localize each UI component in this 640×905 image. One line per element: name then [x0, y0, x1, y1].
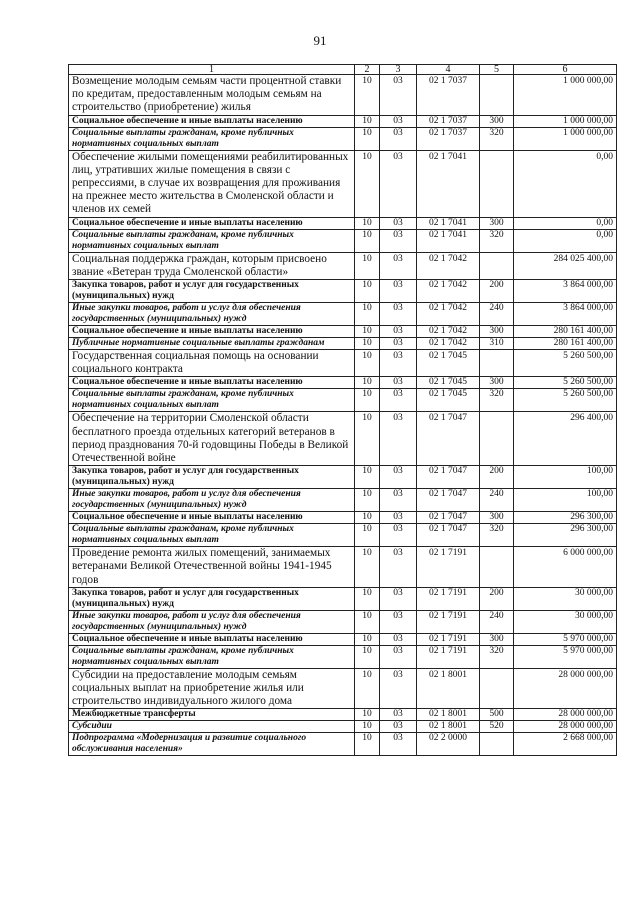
row-section-cell: 10	[355, 115, 380, 127]
row-amount-cell: 5 970 000,00	[514, 645, 617, 668]
row-expense-type-cell: 320	[480, 127, 514, 150]
row-target-code-cell: 02 1 8001	[417, 668, 480, 709]
row-target-code-cell: 02 1 7047	[417, 524, 480, 547]
table-row	[69, 229, 617, 252]
row-name-cell: Иные закупки товаров, работ и услуг для обеспечения государственных (муниципальных) нужд	[69, 489, 355, 512]
row-section-cell: 10	[355, 252, 380, 279]
row-expense-type-cell: 320	[480, 389, 514, 412]
row-name-cell: Обеспечение на территории Смоленской области бесплатного проезда отдельных категорий ветеранов в период празднования 70-й годовщины Победы в Великой Отечественной войне	[69, 412, 355, 466]
row-section-cell: 10	[355, 721, 380, 733]
row-expense-type-cell: 240	[480, 303, 514, 326]
row-target-code-cell: 02 1 8001	[417, 721, 480, 733]
row-target-code-cell: 02 1 7191	[417, 645, 480, 668]
table-row	[69, 733, 617, 756]
header-col-4: 4	[417, 65, 480, 75]
row-subsection-cell: 03	[380, 75, 417, 116]
table-row	[69, 721, 617, 733]
row-section-cell: 10	[355, 709, 380, 721]
row-amount-cell: 5 260 500,00	[514, 389, 617, 412]
row-expense-type-cell: 320	[480, 229, 514, 252]
row-section-cell: 10	[355, 512, 380, 524]
row-section-cell: 10	[355, 466, 380, 489]
row-section-cell: 10	[355, 587, 380, 610]
row-target-code-cell: 02 1 7047	[417, 489, 480, 512]
row-subsection-cell: 03	[380, 252, 417, 279]
table-row	[69, 489, 617, 512]
table-row	[69, 303, 617, 326]
page-number: 91	[313, 33, 327, 48]
row-subsection-cell: 03	[380, 127, 417, 150]
row-amount-cell: 0,00	[514, 150, 617, 217]
table-row	[69, 127, 617, 150]
row-target-code-cell: 02 1 8001	[417, 709, 480, 721]
table-row	[69, 633, 617, 645]
row-subsection-cell: 03	[380, 217, 417, 229]
row-expense-type-cell: 320	[480, 524, 514, 547]
row-amount-cell: 1 000 000,00	[514, 115, 617, 127]
table-row	[69, 668, 617, 709]
row-subsection-cell: 03	[380, 150, 417, 217]
table-row	[69, 645, 617, 668]
row-subsection-cell: 03	[380, 610, 417, 633]
row-expense-type-cell	[480, 350, 514, 377]
row-amount-cell: 3 864 000,00	[514, 303, 617, 326]
row-subsection-cell: 03	[380, 524, 417, 547]
row-name-cell: Подпрограмма «Модернизация и развитие социального обслуживания населения»	[69, 733, 355, 756]
row-target-code-cell: 02 1 7042	[417, 326, 480, 338]
row-subsection-cell: 03	[380, 280, 417, 303]
row-amount-cell: 6 000 000,00	[514, 547, 617, 588]
table-row	[69, 280, 617, 303]
row-amount-cell: 100,00	[514, 489, 617, 512]
row-name-cell: Социальные выплаты гражданам, кроме публичных нормативных социальных выплат	[69, 229, 355, 252]
row-subsection-cell: 03	[380, 645, 417, 668]
row-target-code-cell: 02 1 7041	[417, 150, 480, 217]
row-target-code-cell: 02 1 7037	[417, 115, 480, 127]
row-section-cell: 10	[355, 229, 380, 252]
row-subsection-cell: 03	[380, 115, 417, 127]
table-row	[69, 377, 617, 389]
row-expense-type-cell: 240	[480, 489, 514, 512]
header-col-6: 6	[514, 65, 617, 75]
row-section-cell: 10	[355, 75, 380, 116]
row-section-cell: 10	[355, 326, 380, 338]
row-amount-cell: 30 000,00	[514, 610, 617, 633]
row-subsection-cell: 03	[380, 377, 417, 389]
row-target-code-cell: 02 1 7191	[417, 587, 480, 610]
row-expense-type-cell: 320	[480, 645, 514, 668]
row-target-code-cell: 02 1 7037	[417, 127, 480, 150]
row-target-code-cell: 02 1 7037	[417, 75, 480, 116]
row-target-code-cell: 02 1 7042	[417, 280, 480, 303]
row-subsection-cell: 03	[380, 709, 417, 721]
row-target-code-cell: 02 1 7047	[417, 466, 480, 489]
table-row	[69, 252, 617, 279]
row-amount-cell: 3 864 000,00	[514, 280, 617, 303]
row-expense-type-cell: 300	[480, 512, 514, 524]
row-expense-type-cell	[480, 75, 514, 116]
row-amount-cell: 5 970 000,00	[514, 633, 617, 645]
table-row	[69, 115, 617, 127]
table-row	[69, 75, 617, 116]
row-subsection-cell: 03	[380, 547, 417, 588]
row-subsection-cell: 03	[380, 466, 417, 489]
row-subsection-cell: 03	[380, 633, 417, 645]
row-name-cell: Социальное обеспечение и иные выплаты населению	[69, 217, 355, 229]
table-row	[69, 466, 617, 489]
row-name-cell: Субсидии на предоставление молодым семьям социальных выплат на приобретение жилья или строительство индивидуального жилого дома	[69, 668, 355, 709]
row-target-code-cell: 02 1 7045	[417, 389, 480, 412]
row-section-cell: 10	[355, 668, 380, 709]
row-name-cell: Социальные выплаты гражданам, кроме публичных нормативных социальных выплат	[69, 127, 355, 150]
row-subsection-cell: 03	[380, 350, 417, 377]
row-section-cell: 10	[355, 389, 380, 412]
row-section-cell: 10	[355, 547, 380, 588]
row-amount-cell: 28 000 000,00	[514, 721, 617, 733]
row-expense-type-cell	[480, 412, 514, 466]
row-section-cell: 10	[355, 610, 380, 633]
row-amount-cell: 0,00	[514, 217, 617, 229]
row-name-cell: Социальные выплаты гражданам, кроме публичных нормативных социальных выплат	[69, 524, 355, 547]
table-body	[69, 75, 617, 756]
row-expense-type-cell	[480, 733, 514, 756]
row-amount-cell: 30 000,00	[514, 587, 617, 610]
row-subsection-cell: 03	[380, 733, 417, 756]
row-amount-cell: 0,00	[514, 229, 617, 252]
row-target-code-cell: 02 1 7191	[417, 633, 480, 645]
row-amount-cell: 296 300,00	[514, 512, 617, 524]
row-target-code-cell: 02 1 7041	[417, 229, 480, 252]
row-amount-cell: 296 300,00	[514, 524, 617, 547]
row-name-cell: Возмещение молодым семьям части процентной ставки по кредитам, предоставленным молодым семьям на строительство (приобретение) жилья	[69, 75, 355, 116]
row-target-code-cell: 02 1 7042	[417, 252, 480, 279]
row-section-cell: 10	[355, 412, 380, 466]
row-name-cell: Закупка товаров, работ и услуг для государственных (муниципальных) нужд	[69, 466, 355, 489]
row-name-cell: Межбюджетные трансферты	[69, 709, 355, 721]
row-subsection-cell: 03	[380, 412, 417, 466]
table-row	[69, 512, 617, 524]
row-name-cell: Субсидии	[69, 721, 355, 733]
table-row	[69, 217, 617, 229]
table-row	[69, 338, 617, 350]
row-amount-cell: 296 400,00	[514, 412, 617, 466]
row-subsection-cell: 03	[380, 489, 417, 512]
row-amount-cell: 2 668 000,00	[514, 733, 617, 756]
row-subsection-cell: 03	[380, 338, 417, 350]
row-name-cell: Социальные выплаты гражданам, кроме публичных нормативных социальных выплат	[69, 645, 355, 668]
row-expense-type-cell: 200	[480, 280, 514, 303]
row-target-code-cell: 02 1 7191	[417, 610, 480, 633]
row-name-cell: Социальная поддержка граждан, которым присвоено звание «Ветеран труда Смоленской области»	[69, 252, 355, 279]
row-name-cell: Публичные нормативные социальные выплаты гражданам	[69, 338, 355, 350]
row-subsection-cell: 03	[380, 668, 417, 709]
table-row	[69, 547, 617, 588]
row-section-cell: 10	[355, 303, 380, 326]
row-target-code-cell: 02 1 7041	[417, 217, 480, 229]
row-amount-cell: 5 260 500,00	[514, 377, 617, 389]
table-header	[69, 65, 617, 75]
row-expense-type-cell: 310	[480, 338, 514, 350]
row-name-cell: Социальное обеспечение и иные выплаты населению	[69, 326, 355, 338]
row-name-cell: Закупка товаров, работ и услуг для государственных (муниципальных) нужд	[69, 280, 355, 303]
table-row	[69, 524, 617, 547]
row-expense-type-cell: 300	[480, 326, 514, 338]
row-section-cell: 10	[355, 377, 380, 389]
row-expense-type-cell	[480, 668, 514, 709]
row-expense-type-cell: 300	[480, 633, 514, 645]
row-amount-cell: 5 260 500,00	[514, 350, 617, 377]
table-row	[69, 389, 617, 412]
table-row	[69, 412, 617, 466]
row-expense-type-cell: 300	[480, 217, 514, 229]
row-section-cell: 10	[355, 217, 380, 229]
row-name-cell: Социальное обеспечение и иные выплаты населению	[69, 115, 355, 127]
row-subsection-cell: 03	[380, 326, 417, 338]
row-expense-type-cell: 300	[480, 115, 514, 127]
row-expense-type-cell: 200	[480, 587, 514, 610]
row-name-cell: Социальное обеспечение и иные выплаты населению	[69, 377, 355, 389]
row-target-code-cell: 02 1 7045	[417, 377, 480, 389]
row-name-cell: Социальное обеспечение и иные выплаты населению	[69, 512, 355, 524]
row-target-code-cell: 02 1 7191	[417, 547, 480, 588]
row-name-cell: Иные закупки товаров, работ и услуг для обеспечения государственных (муниципальных) нужд	[69, 610, 355, 633]
row-target-code-cell: 02 1 7042	[417, 303, 480, 326]
row-target-code-cell: 02 1 7045	[417, 350, 480, 377]
row-expense-type-cell: 520	[480, 721, 514, 733]
row-amount-cell: 28 000 000,00	[514, 709, 617, 721]
row-section-cell: 10	[355, 280, 380, 303]
header-col-3: 3	[380, 65, 417, 75]
table-row	[69, 326, 617, 338]
header-col-1: 1	[69, 65, 355, 75]
row-subsection-cell: 03	[380, 229, 417, 252]
row-expense-type-cell: 300	[480, 377, 514, 389]
row-target-code-cell: 02 1 7047	[417, 512, 480, 524]
row-section-cell: 10	[355, 350, 380, 377]
row-amount-cell: 1 000 000,00	[514, 75, 617, 116]
row-name-cell: Социальные выплаты гражданам, кроме публичных нормативных социальных выплат	[69, 389, 355, 412]
row-section-cell: 10	[355, 524, 380, 547]
row-target-code-cell: 02 1 7042	[417, 338, 480, 350]
row-subsection-cell: 03	[380, 303, 417, 326]
row-amount-cell: 1 000 000,00	[514, 127, 617, 150]
row-subsection-cell: 03	[380, 587, 417, 610]
row-name-cell: Социальное обеспечение и иные выплаты населению	[69, 633, 355, 645]
row-expense-type-cell	[480, 547, 514, 588]
table-row	[69, 610, 617, 633]
row-expense-type-cell: 500	[480, 709, 514, 721]
row-amount-cell: 284 025 400,00	[514, 252, 617, 279]
row-section-cell: 10	[355, 127, 380, 150]
row-section-cell: 10	[355, 489, 380, 512]
row-target-code-cell: 02 2 0000	[417, 733, 480, 756]
row-section-cell: 10	[355, 645, 380, 668]
header-col-5: 5	[480, 65, 514, 75]
row-name-cell: Обеспечение жилыми помещениями реабилитированных лиц, утративших жилые помещения в связи с репрессиями, в случае их возвращения для проживания на прежнее место жительства в Смоленской области и членов их семей	[69, 150, 355, 217]
row-amount-cell: 280 161 400,00	[514, 326, 617, 338]
row-name-cell: Проведение ремонта жилых помещений, занимаемых ветеранами Великой Отечественной войны 1941-1945 годов	[69, 547, 355, 588]
budget-table	[68, 64, 617, 756]
row-name-cell: Государственная социальная помощь на основании социального контракта	[69, 350, 355, 377]
header-col-2: 2	[355, 65, 380, 75]
row-section-cell: 10	[355, 150, 380, 217]
row-section-cell: 10	[355, 733, 380, 756]
row-target-code-cell: 02 1 7047	[417, 412, 480, 466]
table-row	[69, 150, 617, 217]
row-section-cell: 10	[355, 633, 380, 645]
row-name-cell: Иные закупки товаров, работ и услуг для обеспечения государственных (муниципальных) нужд	[69, 303, 355, 326]
row-subsection-cell: 03	[380, 512, 417, 524]
row-subsection-cell: 03	[380, 389, 417, 412]
row-amount-cell: 28 000 000,00	[514, 668, 617, 709]
row-section-cell: 10	[355, 338, 380, 350]
row-amount-cell: 280 161 400,00	[514, 338, 617, 350]
row-expense-type-cell	[480, 150, 514, 217]
row-name-cell: Закупка товаров, работ и услуг для государственных (муниципальных) нужд	[69, 587, 355, 610]
row-expense-type-cell: 200	[480, 466, 514, 489]
table-row	[69, 350, 617, 377]
row-expense-type-cell	[480, 252, 514, 279]
row-subsection-cell: 03	[380, 721, 417, 733]
row-expense-type-cell: 240	[480, 610, 514, 633]
row-amount-cell: 100,00	[514, 466, 617, 489]
table-row	[69, 587, 617, 610]
table-row	[69, 709, 617, 721]
